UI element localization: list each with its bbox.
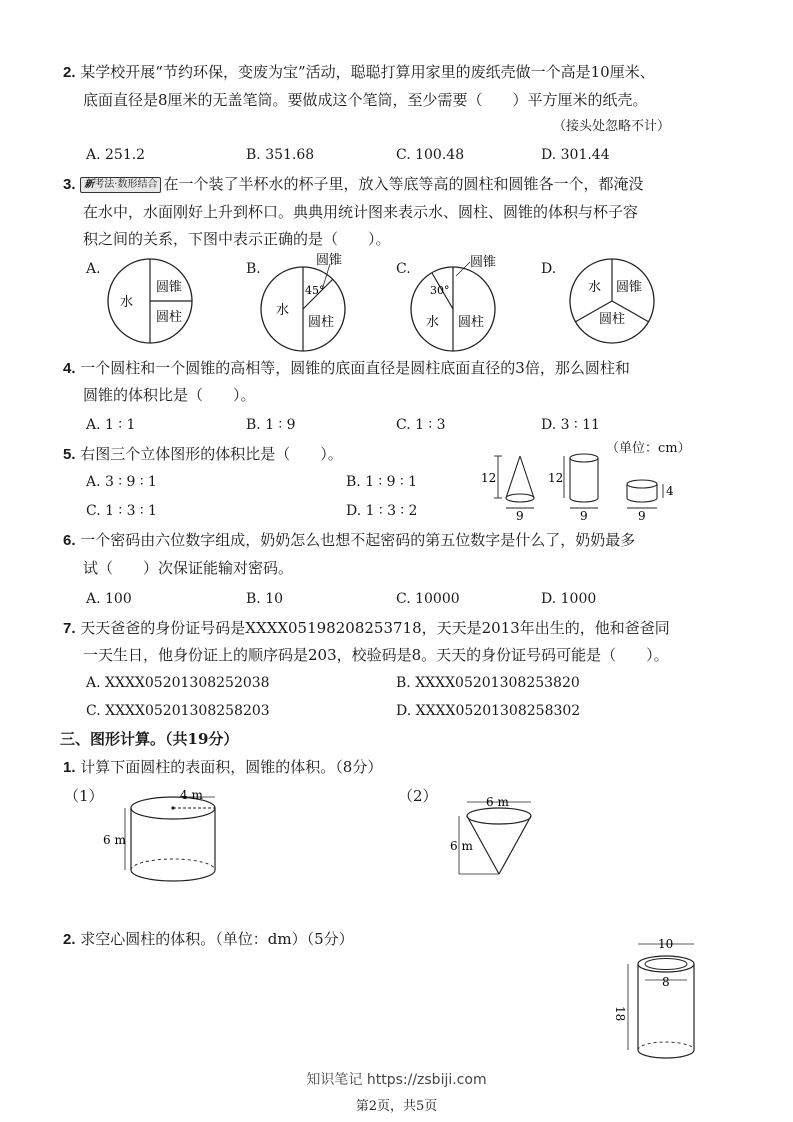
- fig1-radius: 4 m: [180, 788, 203, 802]
- sec3-q1-number: 1.: [63, 759, 76, 776]
- fig1-height: 6 m: [103, 833, 126, 847]
- cylinder-figure: [100, 784, 230, 884]
- q3-pie-d: [566, 255, 658, 347]
- q7-option-c[interactable]: C. XXXX05201308258203: [86, 703, 270, 719]
- q5-h2: 12: [548, 471, 564, 485]
- pie-a-cone: 圆锥: [156, 280, 183, 295]
- pie-c-angle: 30°: [430, 284, 450, 297]
- pie-a-water: 水: [120, 295, 134, 310]
- pie-b-cylinder: 圆柱: [308, 315, 335, 330]
- q6-text-1: 一个密码由六位数字组成，奶奶怎么也想不起密码的第五位数字是什么了，奶奶最多: [80, 531, 636, 549]
- sec3-q1-text: 计算下面圆柱的表面积，圆锥的体积。（8分）: [80, 758, 383, 776]
- footer-watermark: 知识笔记 https://zsbiji.com: [306, 1072, 487, 1088]
- q2-line2: 底面直径是8厘米的无盖笔筒。要做成这个笔筒，至少需要（ ）平方厘米的纸壳。: [83, 91, 648, 109]
- pie-c-cylinder: 圆柱: [458, 315, 485, 330]
- fig1-label: （1）: [64, 787, 104, 805]
- q2-option-c[interactable]: C. 100.48: [396, 147, 465, 163]
- q5-cone: [481, 456, 534, 523]
- q5-d2: 9: [580, 509, 588, 523]
- q4-line2: 圆锥的体积比是（ ）。: [83, 386, 256, 404]
- q5-h3: 4: [666, 484, 674, 498]
- q2-option-b[interactable]: B. 351.68: [246, 147, 315, 163]
- q5-d3: 9: [638, 509, 646, 523]
- q4-option-c[interactable]: C. 1 ∶ 3: [396, 417, 446, 433]
- q6-number: 6.: [63, 532, 76, 549]
- pie-d-cone: 圆锥: [616, 280, 643, 295]
- q6-option-b[interactable]: B. 10: [246, 591, 284, 607]
- q3-line3: 积之间的关系，下图中表示正确的是（ ）。: [83, 230, 391, 248]
- q3-option-d-label[interactable]: D.: [541, 261, 557, 277]
- q4-option-a[interactable]: A. 1 ∶ 1: [86, 417, 136, 433]
- sec3-q2-number: 2.: [63, 931, 76, 948]
- pie-b-angle: 45°: [305, 284, 325, 297]
- q5-option-c[interactable]: C. 1 ∶ 3 ∶ 1: [86, 503, 157, 519]
- q3-tag-new: 新: [84, 179, 95, 190]
- pie-b-water: 水: [276, 303, 290, 318]
- q7-line1: [63, 618, 670, 639]
- q3-pie-a: [104, 255, 196, 347]
- q3-pie-c: [400, 252, 510, 354]
- q4-line1: [63, 358, 630, 379]
- sec3-q2-text: 求空心圆柱的体积。（单位：dm）（5分）: [80, 930, 354, 948]
- q4-option-d[interactable]: D. 3 ∶ 11: [541, 417, 600, 433]
- q6-line1: [63, 530, 635, 551]
- q4-number: 4.: [63, 360, 76, 377]
- q4-option-b[interactable]: B. 1 ∶ 9: [246, 417, 296, 433]
- q6-option-a[interactable]: A. 100: [86, 591, 132, 607]
- q3-option-a-label[interactable]: A.: [86, 261, 101, 277]
- q5-unit: （单位：cm）: [606, 441, 691, 456]
- q3-number: 3.: [63, 176, 76, 193]
- q3-text-1: 在一个装了半杯水的杯子里，放入等底等高的圆柱和圆锥各一个，都淹没: [163, 175, 644, 193]
- q5-option-b[interactable]: B. 1 ∶ 9 ∶ 1: [346, 474, 417, 490]
- q5-cylinder-tall: [548, 454, 598, 523]
- q6-option-d[interactable]: D. 1000: [541, 591, 597, 607]
- q2-text-1: 某学校开展“节约环保，变废为宝”活动，聪聪打算用家里的废纸壳做一个高是10厘米、: [80, 63, 655, 81]
- q5-cylinder-short: [627, 480, 674, 523]
- q5-text-1: 右图三个立体图形的体积比是（ ）。: [80, 445, 343, 463]
- sec3-q1-line: [63, 757, 382, 778]
- q5-h1: 12: [481, 471, 497, 485]
- q7-option-a[interactable]: A. XXXX05201308252038: [86, 675, 270, 691]
- sec3-q2-line: [63, 929, 354, 950]
- fig3-outer-diameter: 10: [658, 937, 674, 951]
- footer-page-number: 第2页，共5页: [355, 1099, 438, 1114]
- q7-option-b[interactable]: B. XXXX05201308253820: [396, 675, 580, 691]
- cone-figure: [432, 792, 542, 882]
- section3-title: 三、图形计算。（共19分）: [60, 730, 239, 748]
- pie-d-water: 水: [588, 280, 602, 295]
- pie-c-cone: 圆锥: [470, 255, 497, 270]
- q7-text-1: 天天爸爸的身份证号码是XXXX05198208253718，天天是2013年出生的，他和爸爸同: [80, 619, 670, 637]
- fig2-diameter: 6 m: [486, 795, 509, 809]
- q6-option-c[interactable]: C. 10000: [396, 591, 460, 607]
- q5-option-a[interactable]: A. 3 ∶ 9 ∶ 1: [86, 474, 157, 490]
- pie-c-water: 水: [426, 315, 440, 330]
- fig2-height: 6 m: [450, 839, 473, 853]
- q6-line2: 试（ ）次保证能输对密码。: [83, 559, 294, 577]
- fig3-height: 18: [613, 1006, 627, 1022]
- q3-pie-b: [250, 252, 360, 354]
- hollow-cylinder-figure: [608, 932, 708, 1062]
- q3-option-c-label[interactable]: C.: [396, 261, 411, 277]
- pie-b-cone: 圆锥: [316, 253, 343, 268]
- pie-a-cylinder: 圆柱: [156, 310, 183, 325]
- q5-line1: [63, 444, 343, 465]
- q5-number: 5.: [63, 446, 76, 463]
- q3-tag-label: 考法·数形结合: [94, 179, 158, 190]
- q2-note: （接头处忽略不计）: [553, 119, 671, 134]
- q5-solids-figure: [476, 450, 696, 525]
- q2-line1: [63, 62, 655, 83]
- fig2-label: （2）: [398, 787, 438, 805]
- q3-line1: [63, 174, 644, 195]
- fig3-inner-diameter: 8: [662, 975, 670, 989]
- q7-number: 7.: [63, 620, 76, 637]
- q2-number: 2.: [63, 64, 76, 81]
- q3-tag: [80, 177, 161, 193]
- q7-line2: 一天生日，他身份证上的顺序码是203，校验码是8。天天的身份证号码可能是（ ）。: [83, 646, 669, 664]
- q5-option-d[interactable]: D. 1 ∶ 3 ∶ 2: [346, 503, 418, 519]
- pie-d-cylinder: 圆柱: [599, 312, 626, 327]
- q3-option-b-label[interactable]: B.: [246, 261, 261, 277]
- q4-text-1: 一个圆柱和一个圆锥的高相等，圆锥的底面直径是圆柱底面直径的3倍，那么圆柱和: [80, 359, 630, 377]
- q5-d1: 9: [516, 509, 524, 523]
- q3-line2: 在水中，水面刚好上升到杯口。典典用统计图来表示水、圆柱、圆锥的体积与杯子容: [83, 203, 639, 221]
- q2-option-a[interactable]: A. 251.2: [86, 147, 146, 163]
- q7-option-d[interactable]: D. XXXX05201308258302: [396, 703, 581, 719]
- q2-option-d[interactable]: D. 301.44: [541, 147, 610, 163]
